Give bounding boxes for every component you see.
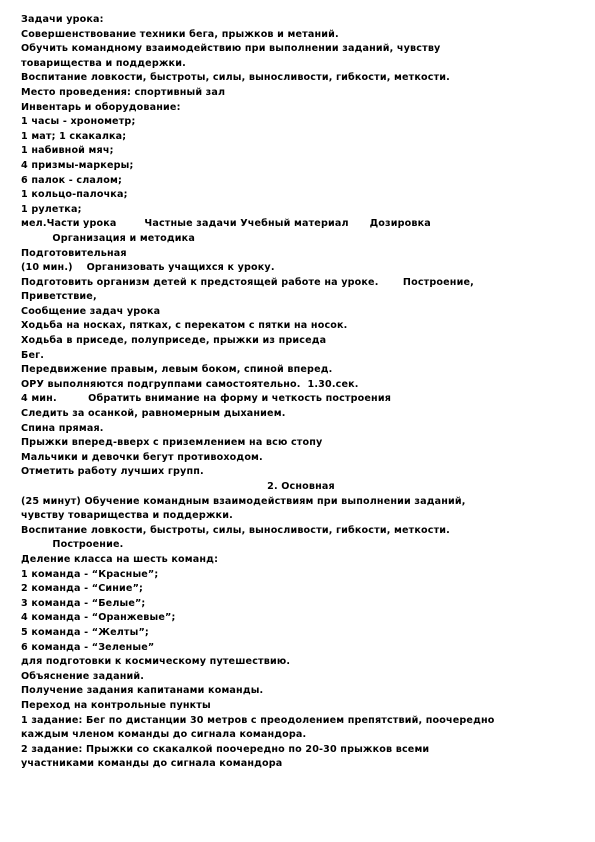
- text-line: Передвижение правым, левым боком, спиной вперед.: [21, 364, 333, 376]
- text-line: Сообщение задач урока: [21, 305, 161, 317]
- text-line: Объяснение заданий.: [21, 670, 145, 682]
- text-line: Ходьба в приседе, полуприседе, прыжки из приседа: [21, 335, 327, 347]
- text-line: Приветствие,: [21, 291, 97, 303]
- text-line: Отметить работу лучших групп.: [21, 466, 204, 478]
- text-line: Подготовить организм детей к предстоящей работе на уроке. Построение,: [21, 276, 474, 288]
- section-heading: Подготовительная: [21, 247, 127, 259]
- text-line: 1 задание: Бег по дистанции 30 метров с преодолением препятствий, поочередно: [21, 714, 495, 726]
- list-item: 1 команда - “Красные”;: [21, 568, 159, 580]
- list-item: 3 команда - “Белые”;: [21, 597, 146, 609]
- text-line: Совершенствование техники бега, прыжков и метаний.: [21, 28, 339, 40]
- text-line: 1 мат; 1 скакалка;: [21, 130, 127, 142]
- text-line: Деление класса на шесть команд:: [21, 553, 219, 565]
- list-item: 4 команда - “Оранжевые”;: [21, 612, 176, 624]
- text-line: Ходьба на носках, пятках, с перекатом с пятки на носок.: [21, 320, 348, 332]
- text-line: Получение задания капитанами команды.: [21, 685, 264, 697]
- text-line: Инвентарь и оборудование:: [21, 101, 181, 113]
- document-text: [21, 13, 581, 772]
- list-item: 5 команда - “Желты”;: [21, 626, 149, 638]
- text-line: 6 палок - слалом;: [21, 174, 122, 186]
- text-line: Бег.: [21, 349, 45, 361]
- text-line: Построение.: [21, 539, 124, 551]
- text-line: (25 минут) Обучение командным взаимодействиям при выполнении заданий,: [21, 495, 466, 507]
- text-line: 4 мин. Обратить внимание на форму и четкость построения: [21, 393, 392, 405]
- text-line: 4 призмы-маркеры;: [21, 159, 134, 171]
- text-line: 1 рулетка;: [21, 203, 82, 215]
- list-item: 6 команда - “Зеленые”: [21, 641, 155, 653]
- text-line: ОРУ выполняются подгруппами самостоятельно. 1.30.сек.: [21, 378, 359, 390]
- text-line: Место проведения: спортивный зал: [21, 86, 226, 98]
- text-line: каждым членом команды до сигнала командора.: [21, 729, 307, 741]
- text-line: Переход на контрольные пункты: [21, 699, 211, 711]
- text-line: Мальчики и девочки бегут противоходом.: [21, 451, 263, 463]
- text-line: Прыжки вперед-вверх с приземлением на всю стопу: [21, 437, 323, 449]
- text-line: (10 мин.) Организовать учащихся к уроку.: [21, 262, 275, 274]
- table-header-line: Организация и методика: [21, 232, 195, 244]
- text-line: участниками команды до сигнала командора: [21, 758, 283, 770]
- text-line: Воспитание ловкости, быстроты, силы, выносливости, гибкости, меткости.: [21, 72, 450, 84]
- text-line: Спина прямая.: [21, 422, 104, 434]
- section-heading: 2. Основная: [267, 481, 335, 492]
- text-line: Следить за осанкой, равномерным дыханием.: [21, 408, 286, 420]
- text-line: Воспитание ловкости, быстроты, силы, выносливости, гибкости, меткости.: [21, 524, 450, 536]
- text-line: 1 часы - хронометр;: [21, 116, 136, 128]
- table-header-line: мел.Части урока Частные задачи Учебный материал Дозировка: [21, 218, 431, 230]
- text-line: Обучить командному взаимодействию при выполнении заданий, чувству: [21, 43, 441, 55]
- text-line: для подготовки к космическому путешествию.: [21, 656, 291, 668]
- text-line: чувству товарищества и поддержки.: [21, 510, 233, 522]
- text-line: 2 задание: Прыжки со скакалкой поочередно по 20-30 прыжков всеми: [21, 743, 430, 755]
- list-item: 2 команда - “Синие”;: [21, 583, 144, 595]
- text-line: 1 кольцо-палочка;: [21, 189, 128, 201]
- text-line: товарищества и поддержки.: [21, 57, 186, 69]
- text-line: 1 набивной мяч;: [21, 145, 114, 157]
- text-line: Задачи урока:: [21, 14, 104, 25]
